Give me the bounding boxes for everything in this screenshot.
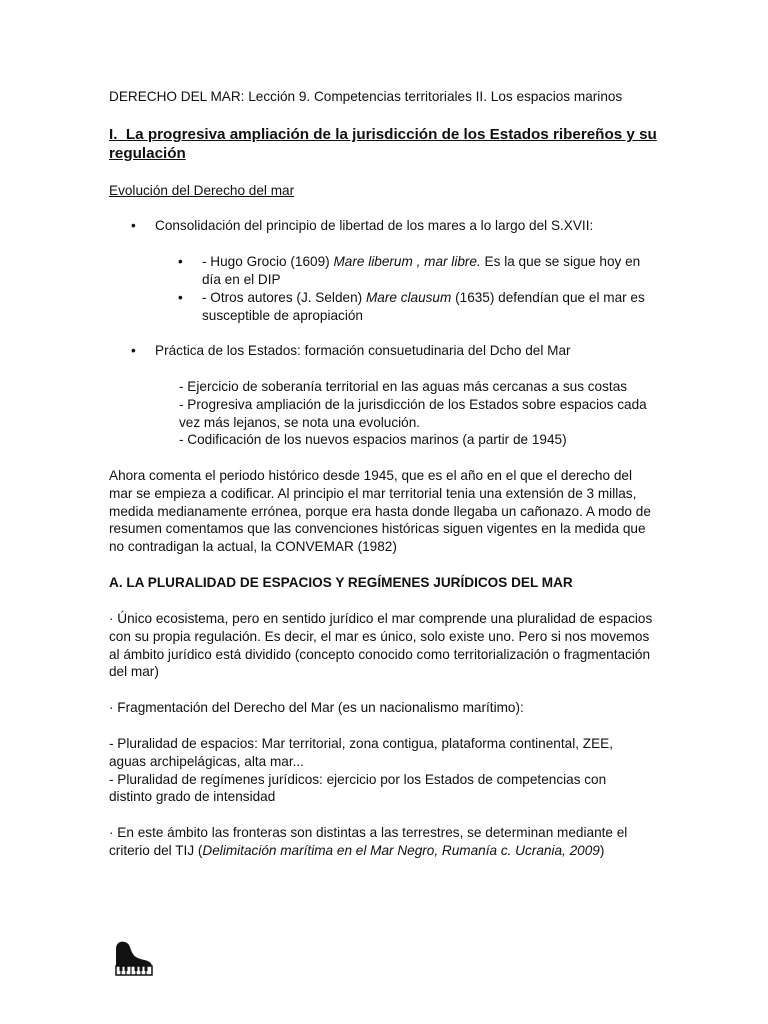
italic-term: Mare clausum [365,290,452,305]
paragraph [109,610,661,681]
bullet-marker: • [178,254,183,269]
paragraph [109,467,657,556]
section-number: I. [109,126,118,143]
bullet-marker: • [131,343,136,358]
bullet-marker: • [131,218,136,233]
dash-item: - Codificación de los nuevos espacios marinos (a partir de 1945) [179,432,567,448]
bullet-text: Práctica de los Estados: formación consuetudinaria del Dcho del Mar [155,343,571,358]
bullet-item [131,217,671,235]
bullet-item [131,342,671,360]
paragraph [109,824,657,860]
paragraph-text: · Único ecosistema, pero en sentido jurídico el mar comprende una pluralidad de espacios con su propia regulación. Es decir, el mar es único, solo existe uno. Pero si nos movemos al ámbito jurídico está dividido (concepto conocido como territorialización o fragmentación del mar) [109,611,653,680]
document-header [109,88,669,106]
paragraph-text: · En este ámbito las fronteras son distintas a las terrestres, se determinan mediante el criterio del TIJ (Delimitación marítima en el Mar Negro, Rumanía c. Ucrania, 2009) [109,825,628,858]
paragraph [109,735,644,806]
dash-list [179,378,659,449]
paragraph-text: - Pluralidad de espacios: Mar territorial, zona contigua, plataforma continental, ZEE, aguas archipelágicas, alta mar... [109,736,613,769]
bullet-text: Consolidación del principio de libertad de los mares a lo largo del S.XVII: [155,218,594,233]
dash-item: - Ejercicio de soberanía territorial en las aguas más cercanas a sus costas [179,379,628,394]
section-a-heading [109,574,669,592]
subheading-text: Evolución del Derecho del mar [109,183,295,198]
italic-term: Mare liberum , mar libre. [333,254,481,269]
sub-bullet-text: - Hugo Grocio (1609) Mare liberum , mar libre. Es la que se sigue hoy en día en el DIP [202,254,641,287]
section-title: La progresiva ampliación de la jurisdicción de los Estados ribereños y su regulación [109,126,657,162]
header-text: DERECHO DEL MAR: Lección 9. Competencias territoriales II. Los espacios marinos [109,89,623,104]
sub-bullet-item [178,253,660,289]
sub-bullet-item [178,289,660,325]
paragraph-text: - Pluralidad de regímenes jurídicos: ejercicio por los Estados de competencias con distinto grado de intensidad [109,771,607,805]
paragraph-text: · Fragmentación del Derecho del Mar (es un nacionalismo marítimo): [109,700,524,715]
section-heading [109,125,669,163]
bullet-marker: • [178,290,183,305]
section-a-text: A. LA PLURALIDAD DE ESPACIOS Y REGÍMENES JURÍDICOS DEL MAR [109,575,573,590]
piano-icon [114,939,154,977]
paragraph-text: Ahora comenta el periodo histórico desde 1945, que es el año en el que el derecho del mar se empieza a codificar. Al principio el mar territorial tenia una extensión de 3 millas, medida medianamente errónea, porque era hasta donde llegaba un cañonazo. A modo de resumen comentamos que las convenciones históricas siguen vigentes en la medida que no contradigan la actual, la CONVEMAR (1982) [109,468,651,555]
subheading [109,182,669,200]
sub-bullet-text: - Otros autores (J. Selden) Mare clausum (1635) defendían que el mar es susceptible de apropiación [202,290,645,323]
paragraph [109,699,669,717]
dash-item: - Progresiva ampliación de la jurisdicción de los Estados sobre espacios cada vez más lejanos, se nota una evolución. [179,396,647,430]
italic-case: Delimitación marítima en el Mar Negro, Rumanía c. Ucrania, 2009 [202,842,600,858]
